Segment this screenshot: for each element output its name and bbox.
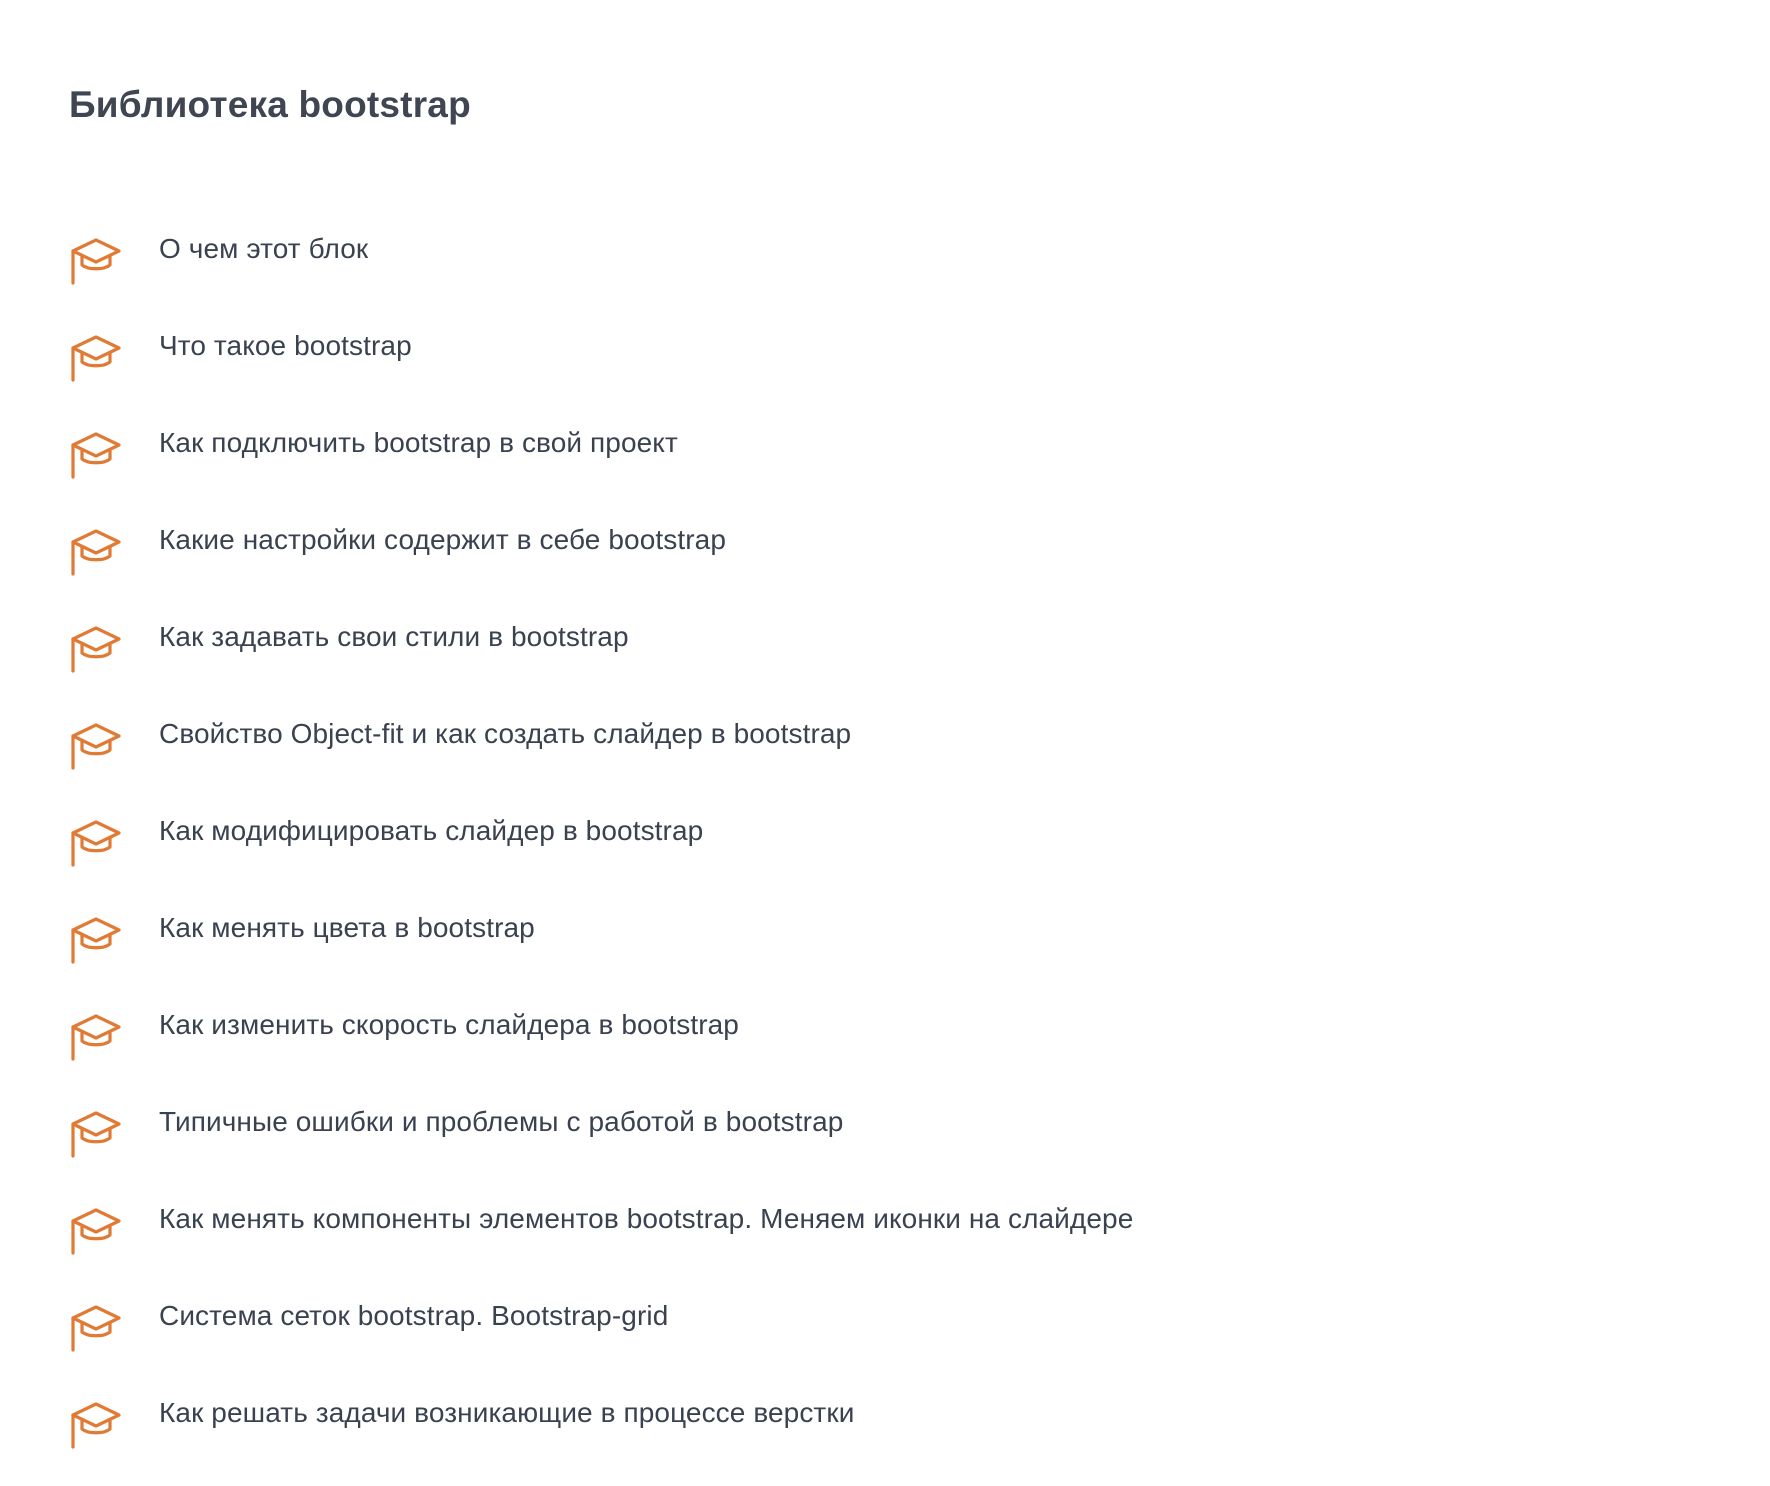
lesson-label[interactable]: Как изменить скорость слайдера в bootstrap xyxy=(159,1009,739,1040)
lesson-label[interactable]: Как решать задачи возникающие в процессе верстки xyxy=(159,1397,855,1428)
graduation-cap-icon xyxy=(69,431,121,479)
graduation-cap-icon xyxy=(69,1401,121,1449)
lesson-item[interactable] xyxy=(69,1389,1133,1486)
lesson-item[interactable] xyxy=(69,322,1133,419)
lesson-item[interactable] xyxy=(69,1292,1133,1389)
graduation-cap-icon xyxy=(69,722,121,770)
graduation-cap-icon xyxy=(69,1013,121,1061)
graduation-cap-icon xyxy=(69,625,121,673)
lesson-item[interactable] xyxy=(69,904,1133,1001)
graduation-cap-icon xyxy=(69,334,121,382)
lesson-label[interactable]: О чем этот блок xyxy=(159,233,369,264)
lesson-label[interactable]: Что такое bootstrap xyxy=(159,330,412,361)
graduation-cap-icon xyxy=(69,237,121,285)
lesson-item[interactable] xyxy=(69,1001,1133,1098)
lesson-label[interactable]: Как менять компоненты элементов bootstrap. Меняем иконки на слайдере xyxy=(159,1203,1134,1234)
lesson-item[interactable] xyxy=(69,516,1133,613)
lesson-list xyxy=(69,225,1133,1486)
lesson-label[interactable]: Типичные ошибки и проблемы с работой в bootstrap xyxy=(159,1106,844,1137)
page-title: Библиотека bootstrap xyxy=(69,84,471,125)
graduation-cap-icon xyxy=(69,528,121,576)
lesson-label[interactable]: Как подключить bootstrap в свой проект xyxy=(159,427,678,458)
lesson-item[interactable] xyxy=(69,225,1133,322)
lesson-label[interactable]: Как менять цвета в bootstrap xyxy=(159,912,535,943)
graduation-cap-icon xyxy=(69,1207,121,1255)
lesson-label[interactable]: Какие настройки содержит в себе bootstrap xyxy=(159,524,726,555)
lesson-item[interactable] xyxy=(69,1195,1133,1292)
graduation-cap-icon xyxy=(69,819,121,867)
lesson-item[interactable] xyxy=(69,1098,1133,1195)
graduation-cap-icon xyxy=(69,1304,121,1352)
lesson-label[interactable]: Система сеток bootstrap. Bootstrap-grid xyxy=(159,1300,669,1331)
lesson-label[interactable]: Свойство Object-fit и как создать слайдер в bootstrap xyxy=(159,718,852,749)
graduation-cap-icon xyxy=(69,1110,121,1158)
lesson-label[interactable]: Как задавать свои стили в bootstrap xyxy=(159,621,629,652)
lesson-item[interactable] xyxy=(69,613,1133,710)
lesson-item[interactable] xyxy=(69,419,1133,516)
graduation-cap-icon xyxy=(69,916,121,964)
lesson-label[interactable]: Как модифицировать слайдер в bootstrap xyxy=(159,815,704,846)
lesson-item[interactable] xyxy=(69,710,1133,807)
lesson-item[interactable] xyxy=(69,807,1133,904)
